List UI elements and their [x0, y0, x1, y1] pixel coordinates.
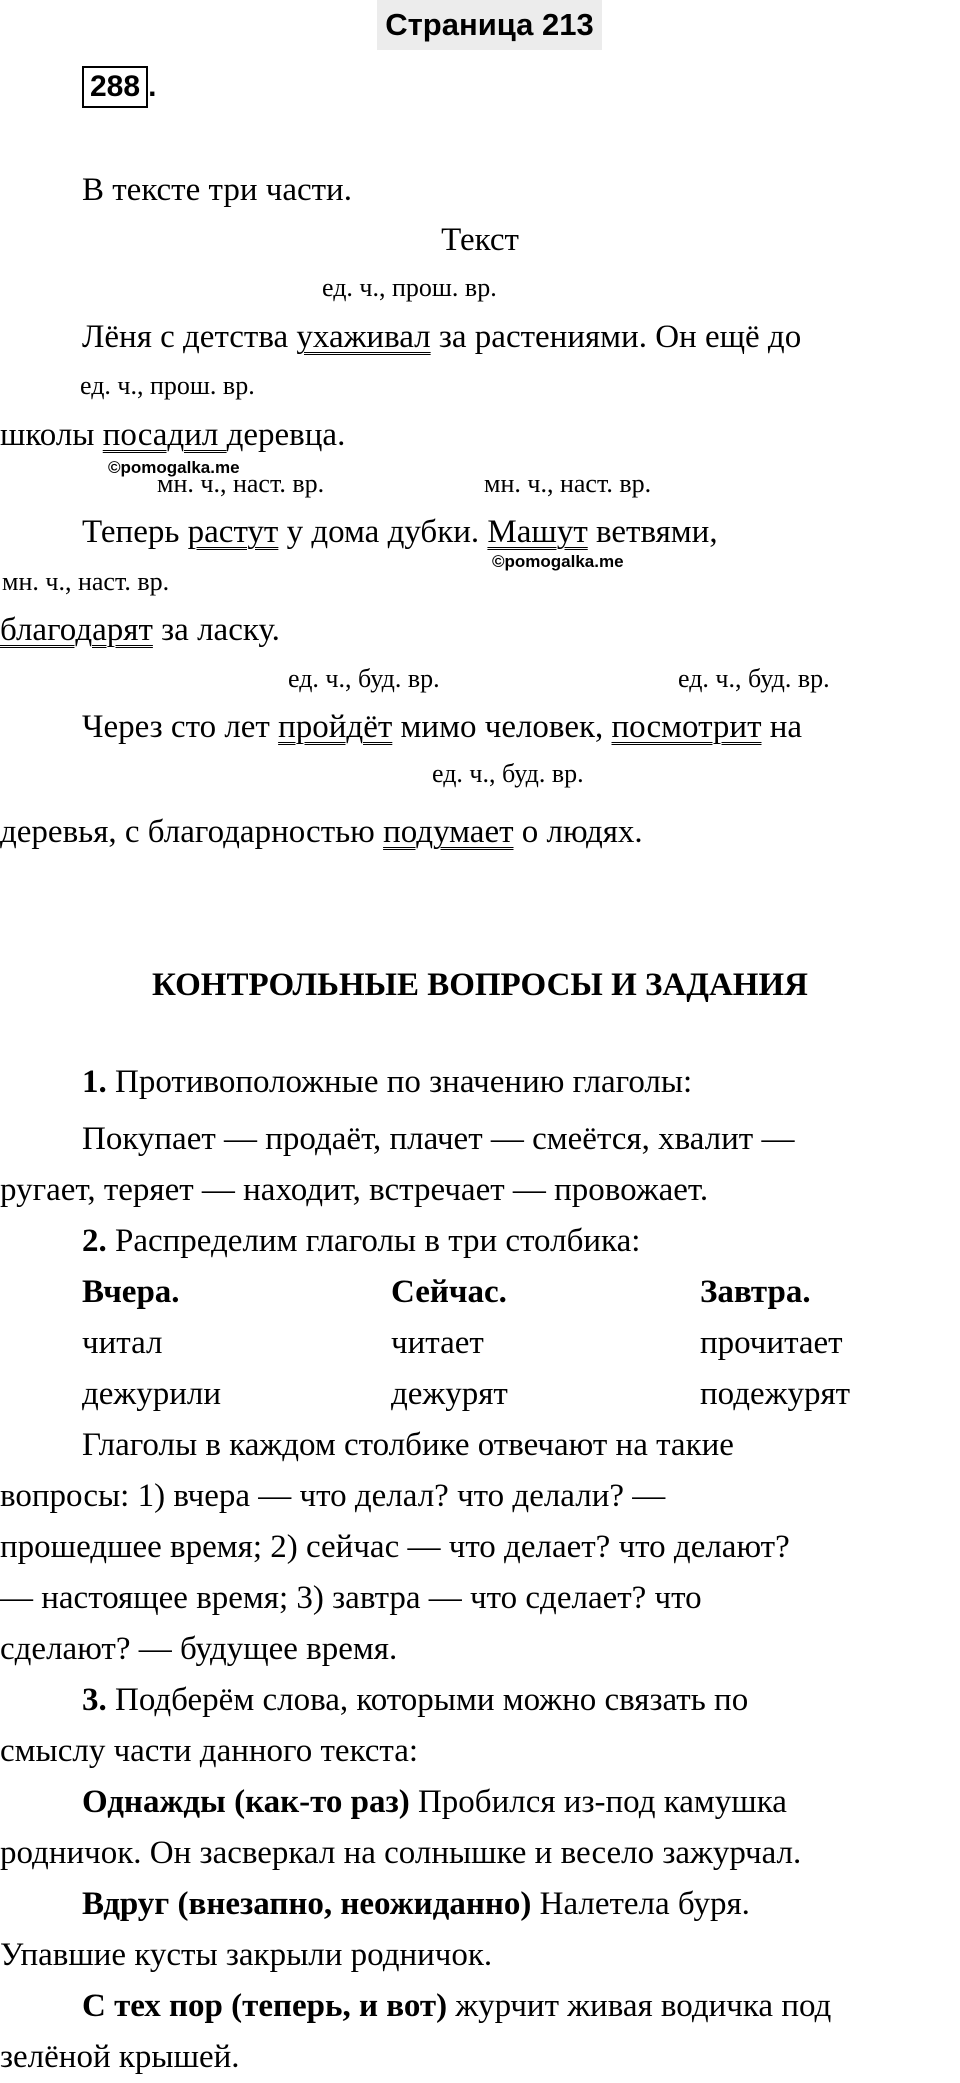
underlined-verb: ухаживал [296, 319, 431, 355]
q1-line-1: Покупает — продаёт, плачет — смеётся, хвалит — [82, 1121, 795, 1157]
story-text: о людях. [513, 814, 643, 850]
underlined-verb: Машут [487, 514, 588, 550]
sentence-text: журчит живая водичка под [447, 1988, 832, 2024]
q2-paragraph-line-4: — настоящее время; 3) завтра — что сделает? что [0, 1580, 702, 1616]
column-past-row-2: дежурили [82, 1376, 222, 1412]
question-number: 3. [82, 1682, 107, 1718]
sentence-text: Пробился из-под камушка [409, 1784, 787, 1820]
annotation-3: мн. ч., наст. вр. [157, 469, 325, 498]
column-present-row-2: дежурят [391, 1376, 508, 1412]
column-head-present: Сейчас. [391, 1274, 507, 1310]
story-line-4 [0, 610, 280, 650]
story-text: деревья, с благодарностью [0, 814, 384, 850]
intro-line: В тексте три части. [82, 172, 352, 208]
story-text: Лёня с детства [82, 319, 297, 355]
watermark: ©pomogalka.me [492, 552, 624, 571]
q3-line-2: смыслу части данного текста: [0, 1733, 419, 1769]
watermark: ©pomogalka.me [108, 458, 240, 477]
story-text: ветвями, [587, 514, 718, 550]
text-title: Текст [441, 222, 519, 258]
q1-line-2: ругает, теряет — находит, встречает — провожает. [0, 1172, 709, 1208]
page-title: Страница 213 [377, 0, 602, 50]
exercise-number-box: 288 [82, 66, 148, 108]
underlined-verb: растут [187, 514, 279, 550]
question-text: Распределим глаголы в три столбика: [106, 1223, 641, 1259]
annotation-2: ед. ч., прош. вр. [80, 371, 255, 400]
story-line-1 [82, 317, 801, 357]
q2-paragraph-line-3: прошедшее время; 2) сейчас — что делает? что делают? [0, 1529, 790, 1565]
question-text: Противоположные по значению глаголы: [106, 1064, 693, 1100]
underlined-verb: пройдёт [278, 709, 393, 745]
story-text: Через сто лет [82, 709, 279, 745]
column-future-row-1: прочитает [700, 1325, 843, 1361]
question-2 [82, 1221, 640, 1261]
story-text: на [761, 709, 803, 745]
story-line-2 [0, 415, 345, 455]
story-text: школы [0, 417, 103, 453]
q2-paragraph-line-5: сделают? — будущее время. [0, 1631, 398, 1667]
underlined-verb: посадил [102, 417, 227, 453]
story-line-3 [82, 512, 718, 552]
story-text: Теперь [82, 514, 188, 550]
story-line-5 [82, 707, 802, 747]
annotation-4: мн. ч., наст. вр. [484, 469, 652, 498]
question-number: 2. [82, 1223, 107, 1259]
column-future-row-2: подежурят [700, 1376, 851, 1412]
question-1 [82, 1062, 692, 1102]
question-text: Подберём слова, которыми можно связать по [106, 1682, 749, 1718]
annotation-8: ед. ч., буд. вр. [432, 759, 584, 788]
story-text: мимо человек, [392, 709, 612, 745]
annotation-5: мн. ч., наст. вр. [2, 567, 170, 596]
connector-words: С тех пор (теперь, и вот) [82, 1988, 448, 2024]
story-text: у дома дубки. [278, 514, 488, 550]
annotation-6: ед. ч., буд. вр. [288, 664, 440, 693]
q3-sentence-2-line-2: Упавшие кусты закрыли родничок. [0, 1937, 493, 1973]
exercise-number [82, 66, 156, 108]
story-line-6 [0, 812, 643, 852]
story-text: за растениями. Он ещё до [430, 319, 802, 355]
q3-sentence-2 [82, 1884, 750, 1924]
question-3 [82, 1680, 748, 1720]
q3-sentence-3-line-2: зелёной крышей. [0, 2039, 240, 2075]
q2-paragraph-line-1: Глаголы в каждом столбике отвечают на такие [82, 1427, 734, 1463]
underlined-verb: посмотрит [611, 709, 762, 745]
section-heading: КОНТРОЛЬНЫЕ ВОПРОСЫ И ЗАДАНИЯ [152, 967, 808, 1003]
column-head-future: Завтра. [700, 1274, 811, 1310]
exercise-number-dot: . [148, 70, 157, 103]
question-number: 1. [82, 1064, 107, 1100]
underlined-verb: подумает [383, 814, 514, 850]
q2-paragraph-line-2: вопросы: 1) вчера — что делал? что делали? — [0, 1478, 666, 1514]
story-text: за ласку. [152, 612, 280, 648]
q3-sentence-1 [82, 1782, 787, 1822]
column-present-row-1: читает [391, 1325, 484, 1361]
annotation-1: ед. ч., прош. вр. [322, 273, 497, 302]
column-past-row-1: читал [82, 1325, 163, 1361]
q3-sentence-1-line-2: родничок. Он засверкал на солнышке и весело зажурчал. [0, 1835, 802, 1871]
column-head-past: Вчера. [82, 1274, 180, 1310]
q3-sentence-3 [82, 1986, 831, 2026]
annotation-7: ед. ч., буд. вр. [678, 664, 830, 693]
story-text: деревца. [226, 417, 346, 453]
underlined-verb: благодарят [0, 612, 153, 648]
sentence-text: Налетела буря. [531, 1886, 750, 1922]
connector-words: Вдруг (внезапно, неожиданно) [82, 1886, 532, 1922]
connector-words: Однажды (как-то раз) [82, 1784, 410, 1820]
